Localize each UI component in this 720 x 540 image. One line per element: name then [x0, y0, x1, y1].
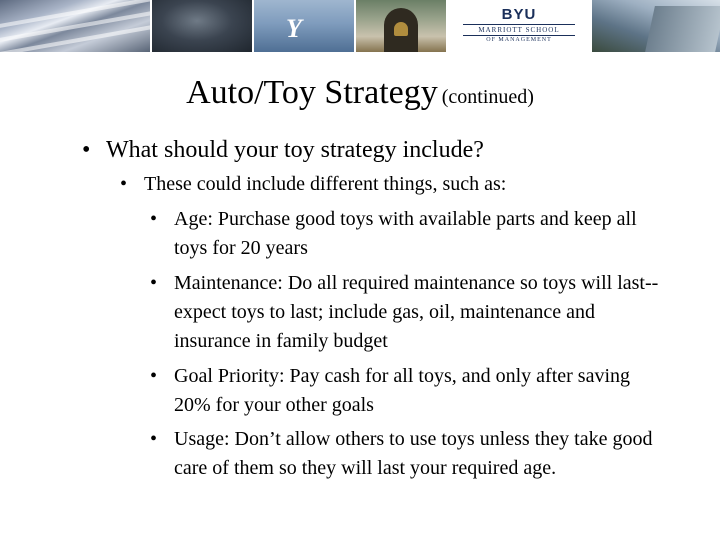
- bullet-marker: •: [120, 173, 128, 195]
- slide-title-text: Auto/Toy Strategy: [186, 74, 438, 111]
- building-photo: [592, 0, 720, 52]
- bullet-intro: [120, 171, 680, 197]
- bullet-item-age: [150, 205, 670, 263]
- bullet-marker: •: [150, 428, 158, 450]
- header-banner: [0, 0, 720, 55]
- intro-text: These could include different things, such as:: [144, 173, 507, 195]
- bell-tower-photo: [356, 0, 446, 52]
- item-text: Maintenance: Do all required maintenance so toys will last--expect toys to last; include gas, oil, maintenance and insurance in family budget: [174, 272, 659, 352]
- school-name: MARRIOTT SCHOOL: [478, 26, 560, 34]
- bullet-marker: •: [82, 137, 91, 163]
- item-text: Goal Priority: Pay cash for all toys, and only after saving 20% for your other goals: [174, 365, 631, 416]
- school-subname: OF MANAGEMENT: [486, 37, 552, 43]
- bullet-item-usage: [150, 425, 670, 483]
- slide-title-suffix: (continued): [441, 86, 534, 108]
- y-logo-icon: Y: [286, 14, 302, 43]
- slide-title: [0, 74, 720, 112]
- question-text: What should your toy strategy include?: [106, 137, 484, 163]
- bullet-marker: •: [150, 272, 158, 294]
- statue-photo: [152, 0, 252, 52]
- byu-marriott-logo: [448, 0, 590, 52]
- y-logo-photo: [254, 0, 354, 52]
- bullet-item-goal-priority: [150, 362, 670, 420]
- item-text: Age: Purchase good toys with available parts and keep all toys for 20 years: [174, 208, 637, 259]
- brand-name: BYU: [501, 6, 537, 23]
- item-text: Usage: Don’t allow others to use toys unless they take good care of them so they will last your required age.: [174, 428, 653, 479]
- bullet-marker: •: [150, 208, 158, 230]
- bell-icon: [394, 22, 408, 36]
- architecture-photo: [0, 0, 150, 52]
- bullet-item-maintenance: [150, 269, 670, 356]
- bullet-question: [82, 135, 682, 165]
- bullet-marker: •: [150, 365, 158, 387]
